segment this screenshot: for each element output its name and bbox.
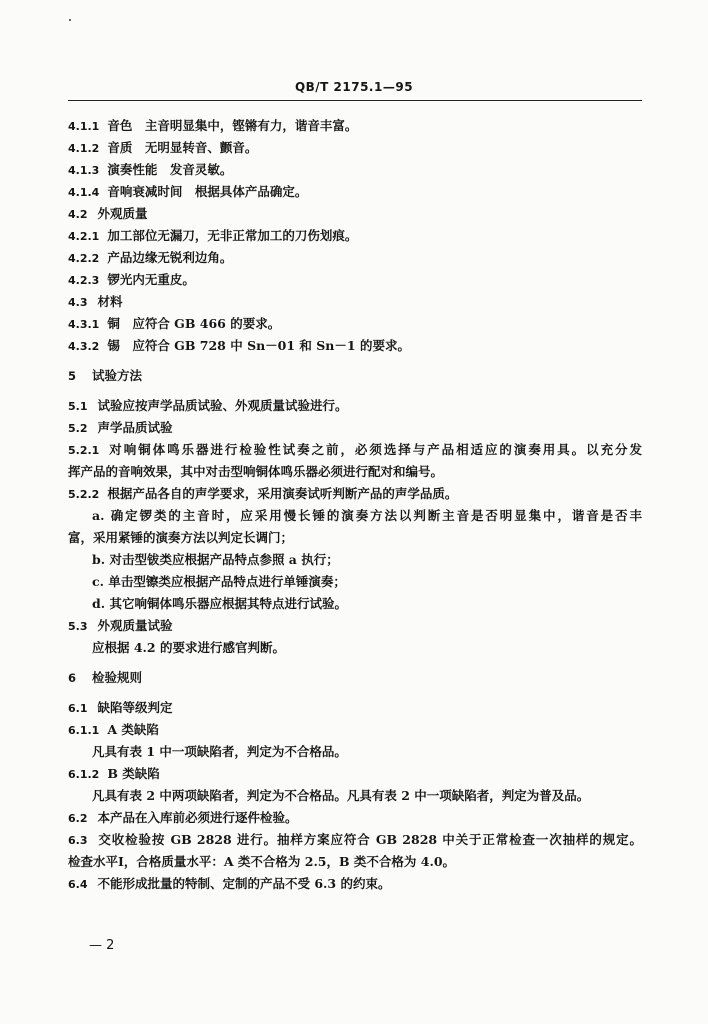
clause-5-1: 5.1 试验应按声学品质试验、外观质量试验进行。	[68, 398, 348, 413]
clause-6-1-2-body: 凡具有表 2 中两项缺陷者，判定为不合格品。凡具有表 2 中一项缺陷者，判定为普及品。	[92, 788, 590, 803]
clause-5-3: 5.3 外观质量试验	[68, 618, 173, 633]
item-d: d. 其它响铜体鸣乐器应根据其特点进行试验。	[92, 596, 347, 611]
item-b: b. 对击型钹类应根据产品特点参照 a 执行；	[92, 552, 339, 567]
clause-6-1: 6.1 缺陷等级判定	[68, 700, 173, 715]
clause-5-3-body: 应根据 4.2 的要求进行感官判断。	[92, 640, 285, 655]
clause-4-2: 4.2 外观质量	[68, 206, 148, 221]
clause-4-2-3: 4.2.3 锣光内无重皮。	[68, 272, 195, 287]
clause-5-2-1: 5.2.1 对响铜体鸣乐器进行检验性试奏之前，必须选择与产品相适应的演奏用具。以充分发	[68, 442, 642, 457]
clause-4-3-1: 4.3.1 铜 应符合 GB 466 的要求。	[68, 316, 281, 331]
section-5-heading: 5 试验方法	[68, 368, 143, 383]
header-rule	[68, 100, 642, 101]
page-number: — 2	[89, 938, 115, 953]
clause-5-2-1-cont: 挥产品的音响效果，其中对击型响铜体鸣乐器必须进行配对和编号。	[68, 464, 444, 479]
clause-4-2-2: 4.2.2 产品边缘无锐利边角。	[68, 250, 233, 265]
clause-6-3: 6.3 交收检验按 GB 2828 进行。抽样方案应符合 GB 2828 中关于正常检查一次抽样的规定。	[68, 832, 642, 847]
clause-5-2: 5.2 声学品质试验	[68, 420, 173, 435]
clause-6-2: 6.2 本产品在入库前必须进行逐件检验。	[68, 810, 298, 825]
clause-4-2-1: 4.2.1 加工部位无漏刀，无非正常加工的刀伤划痕。	[68, 228, 358, 243]
clause-4-1-1: 4.1.1 音色 主音明显集中，铿锵有力，谐音丰富。	[68, 118, 358, 133]
clause-4-3-2: 4.3.2 锡 应符合 GB 728 中 Sn－01 和 Sn－1 的要求。	[68, 338, 410, 353]
clause-6-1-1: 6.1.1 A 类缺陷	[68, 722, 159, 737]
clause-6-4: 6.4 不能形成批量的特制、定制的产品不受 6.3 的约束。	[68, 876, 391, 891]
clause-6-3-cont: 检查水平Ⅰ，合格质量水平：A 类不合格为 2.5，B 类不合格为 4.0。	[68, 854, 456, 869]
clause-5-2-2: 5.2.2 根据产品各自的声学要求，采用演奏试听判断产品的声学品质。	[68, 486, 458, 501]
section-6-heading: 6 检验规则	[68, 670, 143, 685]
clause-6-1-1-body: 凡具有表 1 中一项缺陷者，判定为不合格品。	[92, 744, 347, 759]
clause-4-1-3: 4.1.3 演奏性能 发音灵敏。	[68, 162, 233, 177]
scan-speck	[69, 19, 71, 21]
clause-4-3: 4.3 材料	[68, 294, 123, 309]
standard-code-header: QB/T 2175.1—95	[294, 80, 414, 94]
clause-6-1-2: 6.1.2 B 类缺陷	[68, 766, 160, 781]
item-a-cont: 富，采用紧锤的演奏方法以判定长调门；	[68, 530, 294, 545]
item-a: a. 确定锣类的主音时，应采用慢长锤的演奏方法以判断主音是否明显集中，谐音是否丰	[92, 508, 642, 523]
clause-4-1-4: 4.1.4 音响衰减时间 根据具体产品确定。	[68, 184, 308, 199]
clause-4-1-2: 4.1.2 音质 无明显转音、颤音。	[68, 140, 258, 155]
item-c: c. 单击型镲类应根据产品特点进行单锤演奏；	[92, 574, 346, 589]
